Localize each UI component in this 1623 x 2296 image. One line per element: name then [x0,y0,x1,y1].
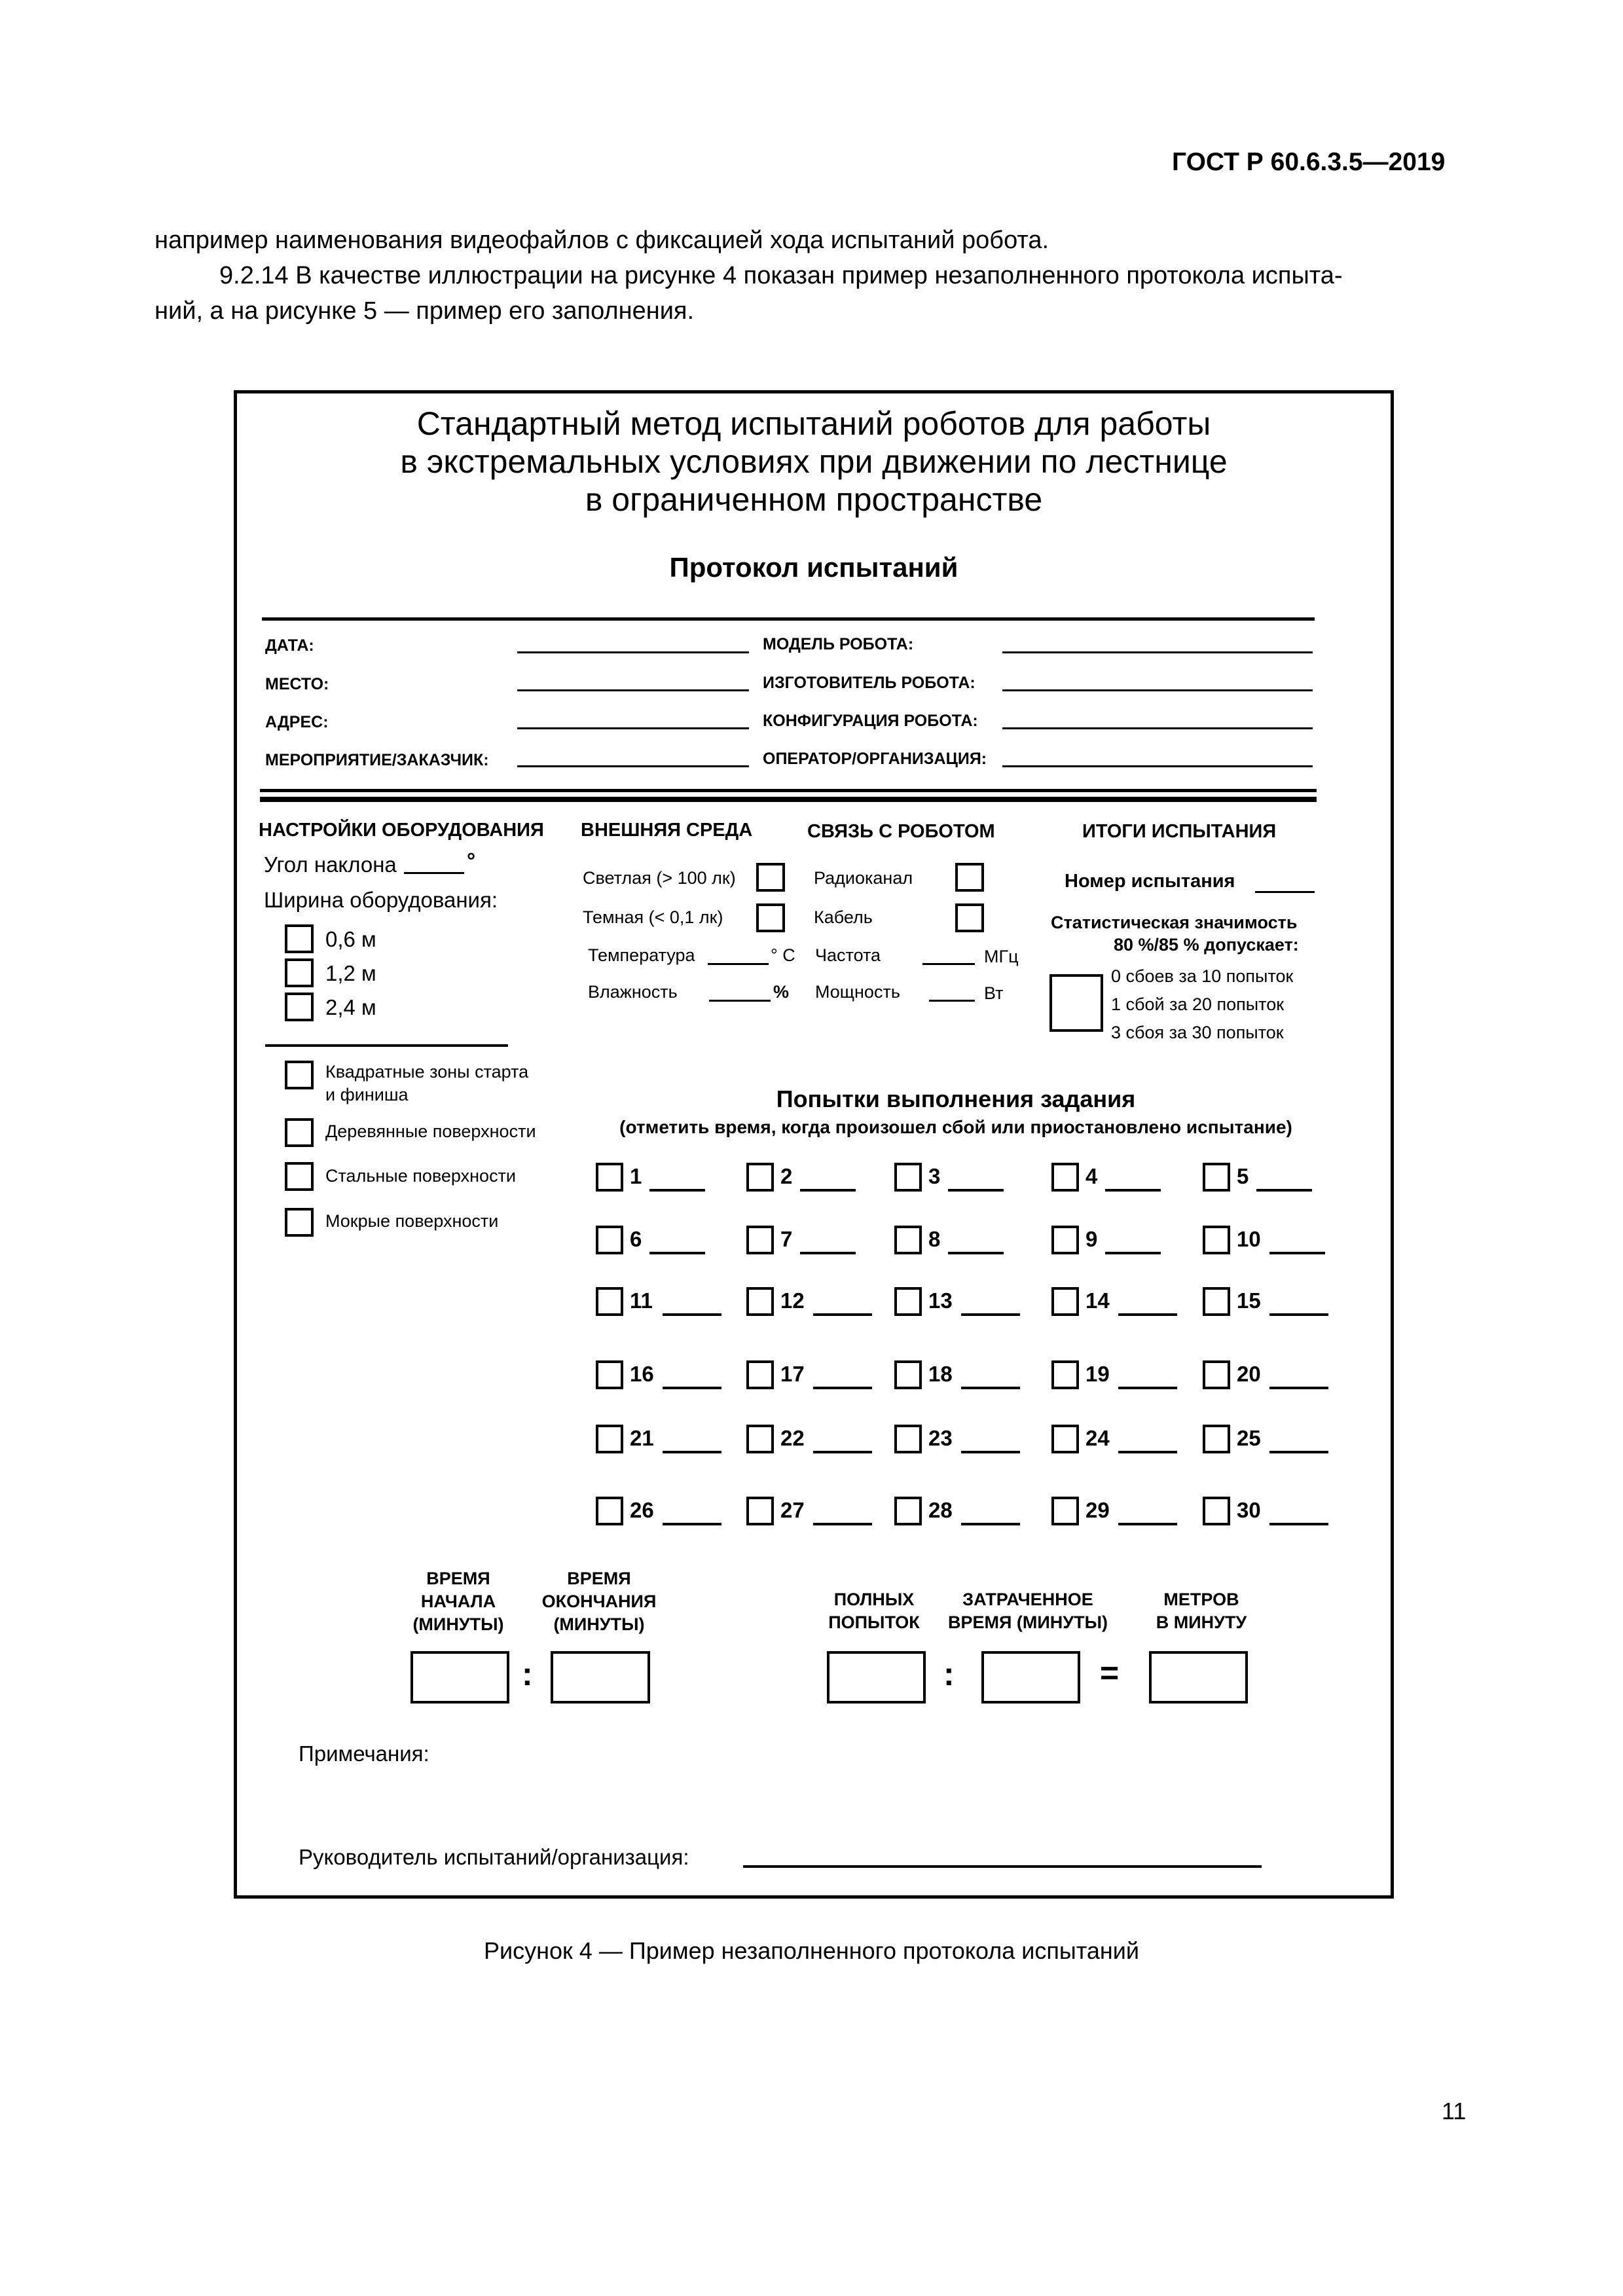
attempt-5-number: 5 [1237,1164,1249,1188]
form-title-line-1: Стандартный метод испытаний роботов для работы [416,405,1211,442]
page-number: 11 [1442,2098,1467,2124]
attempt-23 [894,1425,1024,1453]
attempt-13 [894,1287,1024,1316]
attempt-26-number: 26 [630,1498,654,1522]
attempt-2-number: 2 [780,1164,793,1188]
attempts-subtitle: (отметить время, когда произошел сбой или приостановлено испытание) [619,1117,1292,1137]
attempt-28-time-field[interactable] [961,1523,1020,1525]
attempt-25-checkbox[interactable] [1203,1425,1230,1453]
attempt-13-time-field[interactable] [961,1313,1020,1316]
attempt-24 [1051,1425,1181,1453]
attempt-16-number: 16 [630,1362,654,1386]
attempt-8-checkbox[interactable] [894,1226,922,1254]
intro-line-2: 9.2.14 В качестве иллюстрации на рисунке 4 показан пример незаполненного протокола испыта- [219,262,1343,289]
spent-time-header [936,1588,1120,1634]
significance-option-1: 0 сбоев за 10 попыток [1111,966,1294,986]
attempt-12-number: 12 [780,1288,805,1313]
width-0-6-checkbox[interactable] [285,924,314,953]
attempt-24-checkbox[interactable] [1051,1425,1079,1453]
start-time-box[interactable] [410,1651,509,1704]
wood-surface-label: Деревянные поверхности [325,1121,536,1141]
field-label-robot-maker: ИЗГОТОВИТЕЛЬ РОБОТА: [763,674,976,692]
attempt-2-checkbox[interactable] [746,1163,774,1192]
intro-line-1: например наименования видеофайлов с фиксацией хода испытаний робота. [155,227,1049,254]
attempt-25-time-field[interactable] [1269,1451,1328,1453]
power-label: Мощность [815,982,900,1002]
field-line-robot-config[interactable] [1002,727,1313,729]
attempt-1-time-field[interactable] [649,1189,705,1192]
attempt-26 [596,1497,725,1525]
attempt-12-checkbox[interactable] [746,1287,774,1316]
temperature-field[interactable] [708,963,769,965]
attempt-20-number: 20 [1237,1362,1261,1386]
attempt-29 [1051,1497,1181,1525]
attempt-23-number: 23 [928,1426,953,1450]
attempt-25-number: 25 [1237,1426,1261,1450]
attempt-3-time-field[interactable] [948,1189,1004,1192]
width-0-6-label: 0,6 м [325,927,376,951]
end-time-header-line-2: ОКОНЧАНИЯ [541,1592,657,1611]
attempt-12 [746,1287,876,1316]
start-time-header-line-3: (МИНУТЫ) [412,1614,504,1634]
cable-label: Кабель [814,907,873,927]
attempt-5-checkbox[interactable] [1203,1163,1230,1192]
attempt-8-time-field[interactable] [948,1252,1004,1254]
field-label-event: МЕРОПРИЯТИЕ/ЗАКАЗЧИК: [265,751,489,769]
humidity-unit: % [773,982,790,1002]
zones-checkbox[interactable] [285,1061,314,1089]
attempt-26-checkbox[interactable] [596,1497,623,1525]
supervisor-field[interactable] [743,1865,1262,1868]
angle-label: Угол наклона [264,852,397,877]
attempt-24-time-field[interactable] [1118,1451,1177,1453]
zones-label-line-2: и финиша [325,1085,409,1104]
full-attempts-header-line-1: ПОЛНЫХ [833,1590,915,1609]
field-line-event[interactable] [517,765,749,767]
figure-caption: Рисунок 4 — Пример незаполненного протокола испытаний [484,1937,1139,1964]
notes-label: Примечания: [299,1741,429,1766]
meters-per-minute-header [1133,1588,1270,1634]
attempt-30-time-field[interactable] [1269,1523,1328,1525]
field-label-address: АДРЕС: [265,713,329,731]
attempt-18-checkbox[interactable] [894,1360,922,1389]
attempt-17-number: 17 [780,1362,805,1386]
attempt-11-number: 11 [630,1288,653,1313]
attempt-22 [746,1425,876,1453]
attempt-9-checkbox[interactable] [1051,1226,1079,1254]
attempt-7-number: 7 [780,1227,793,1251]
standard-number: ГОСТ Р 60.6.3.5—2019 [1172,148,1446,176]
attempt-21-number: 21 [630,1426,654,1450]
field-line-operator[interactable] [1002,765,1313,767]
trial-number-field[interactable] [1255,891,1315,893]
attempt-3 [894,1163,1008,1192]
significance-option-2: 1 сбой за 20 попыток [1111,994,1285,1014]
attempt-17-time-field[interactable] [813,1387,872,1389]
attempt-22-checkbox[interactable] [746,1425,774,1453]
significance-line-2: 80 %/85 % допускает: [1114,935,1299,955]
significance-line-1: Статистическая значимость [1051,913,1298,932]
trial-number-label: Номер испытания [1065,871,1235,892]
attempt-5 [1203,1163,1316,1192]
form-subtitle: Протокол испытаний [669,552,958,583]
attempt-10-checkbox[interactable] [1203,1226,1230,1254]
width-1-2-label: 1,2 м [325,961,376,985]
zones-label-line-1: Квадратные зоны старта [325,1062,529,1082]
attempt-9 [1051,1226,1165,1254]
attempt-3-checkbox[interactable] [894,1163,922,1192]
attempt-8 [894,1226,1008,1254]
full-attempts-box[interactable] [827,1651,926,1704]
attempt-11-time-field[interactable] [663,1313,721,1316]
start-time-header-line-2: НАЧАЛА [420,1592,496,1611]
attempt-15-number: 15 [1237,1288,1261,1313]
attempt-20-checkbox[interactable] [1203,1360,1230,1389]
attempt-27-checkbox[interactable] [746,1497,774,1525]
attempt-7 [746,1226,860,1254]
attempt-1-number: 1 [630,1164,642,1188]
attempt-19-checkbox[interactable] [1051,1360,1079,1389]
field-line-place[interactable] [517,689,749,691]
attempt-29-number: 29 [1085,1498,1110,1522]
attempt-21 [596,1425,725,1453]
attempt-14-number: 14 [1085,1288,1110,1313]
attempt-16 [596,1360,725,1389]
light-label: Светлая (> 100 лк) [583,868,736,888]
field-line-robot-model[interactable] [1002,651,1313,653]
form-title-line-2: в экстремальных условиях при движении по лестнице [400,443,1228,480]
width-label: Ширина оборудования: [264,888,498,912]
attempt-27-time-field[interactable] [813,1523,872,1525]
attempt-2 [746,1163,860,1192]
attempt-16-time-field[interactable] [663,1387,721,1389]
attempt-11-checkbox[interactable] [596,1287,623,1316]
attempt-20 [1203,1360,1332,1389]
frequency-unit: МГц [984,947,1019,966]
cable-checkbox[interactable] [955,903,984,932]
attempt-20-time-field[interactable] [1269,1387,1328,1389]
spent-time-header-line-2: ВРЕМЯ (МИНУТЫ) [947,1613,1108,1632]
steel-surface-label: Стальные поверхности [325,1166,517,1186]
attempt-21-time-field[interactable] [663,1451,721,1453]
attempt-22-time-field[interactable] [813,1451,872,1453]
attempt-16-checkbox[interactable] [596,1360,623,1389]
attempt-10 [1203,1226,1329,1254]
meters-per-minute-box[interactable] [1149,1651,1248,1704]
attempt-14-checkbox[interactable] [1051,1287,1079,1316]
full-attempts-header [815,1588,933,1634]
attempt-30-checkbox[interactable] [1203,1497,1230,1525]
temperature-unit: ° С [771,945,795,965]
field-label-operator: ОПЕРАТОР/ОРГАНИЗАЦИЯ: [763,750,987,768]
attempt-2-time-field[interactable] [800,1189,856,1192]
angle-field[interactable] [404,872,464,874]
width-1-2-checkbox[interactable] [285,958,314,987]
field-label-place: МЕСТО: [265,675,329,693]
comms-header: СВЯЗЬ С РОБОТОМ [807,821,995,842]
field-line-robot-maker[interactable] [1002,689,1313,691]
attempt-22-number: 22 [780,1426,805,1450]
attempt-12-time-field[interactable] [813,1313,872,1316]
attempt-27 [746,1497,876,1525]
environment-header: ВНЕШНЯЯ СРЕДА [581,820,753,841]
meters-per-minute-header-line-2: В МИНУТУ [1156,1613,1247,1632]
attempt-29-time-field[interactable] [1118,1523,1177,1525]
field-line-address[interactable] [517,727,749,729]
attempt-9-time-field[interactable] [1105,1252,1161,1254]
field-label-robot-model: МОДЕЛЬ РОБОТА: [763,635,914,653]
double-divider-top [260,789,1317,792]
attempt-15 [1203,1287,1332,1316]
attempt-13-number: 13 [928,1288,953,1313]
attempt-8-number: 8 [928,1227,941,1251]
end-time-header-line-1: ВРЕМЯ [567,1569,631,1588]
attempt-15-time-field[interactable] [1269,1313,1328,1316]
attempt-10-time-field[interactable] [1269,1252,1325,1254]
start-time-header-line-1: ВРЕМЯ [426,1569,490,1588]
attempt-7-time-field[interactable] [800,1252,856,1254]
attempt-21-checkbox[interactable] [596,1425,623,1453]
attempt-29-checkbox[interactable] [1051,1497,1079,1525]
attempt-28-number: 28 [928,1498,953,1522]
attempt-4-checkbox[interactable] [1051,1163,1079,1192]
humidity-field[interactable] [709,1000,771,1002]
spent-time-box[interactable] [981,1651,1080,1704]
attempt-6-number: 6 [630,1227,642,1251]
significance-option-3: 3 сбоя за 30 попыток [1111,1023,1284,1042]
power-unit: Вт [984,983,1004,1003]
field-label-robot-config: КОНФИГУРАЦИЯ РОБОТА: [763,712,978,730]
steel-surface-checkbox[interactable] [285,1162,314,1191]
header-divider [262,617,1315,621]
attempt-4-time-field[interactable] [1105,1189,1161,1192]
field-label-date: ДАТА: [265,636,314,655]
double-divider-bottom [260,797,1317,802]
attempt-4 [1051,1163,1165,1192]
attempt-1 [596,1163,709,1192]
attempt-4-number: 4 [1085,1164,1098,1188]
temperature-label: Температура [588,945,695,965]
equipment-divider [265,1044,508,1047]
attempt-13-checkbox[interactable] [894,1287,922,1316]
results-header: ИТОГИ ИСПЫТАНИЯ [1082,821,1277,842]
attempt-24-number: 24 [1085,1426,1110,1450]
radio-checkbox[interactable] [955,863,984,892]
attempt-6-time-field[interactable] [649,1252,705,1254]
wet-surface-checkbox[interactable] [285,1208,314,1237]
attempt-7-checkbox[interactable] [746,1226,774,1254]
attempt-1-checkbox[interactable] [596,1163,623,1192]
radio-label: Радиоканал [814,868,913,888]
attempt-17 [746,1360,876,1389]
full-spent-colon: : [943,1656,955,1692]
end-time-box[interactable] [551,1651,650,1704]
attempt-11 [596,1287,725,1316]
end-time-header-line-3: (МИНУТЫ) [553,1614,645,1634]
attempt-25 [1203,1425,1332,1453]
attempt-18-number: 18 [928,1362,953,1386]
angle-unit: ° [467,848,476,873]
wood-surface-checkbox[interactable] [285,1118,314,1147]
light-checkbox[interactable] [756,863,785,892]
attempt-28-checkbox[interactable] [894,1497,922,1525]
power-field[interactable] [929,1000,975,1002]
attempt-6 [596,1226,709,1254]
attempt-6-checkbox[interactable] [596,1226,623,1254]
attempt-30-number: 30 [1237,1498,1261,1522]
form-title-line-3: в ограниченном пространстве [585,481,1043,518]
attempt-14-time-field[interactable] [1118,1313,1177,1316]
humidity-label: Влажность [588,982,678,1002]
meters-per-minute-header-line-1: МЕТРОВ [1163,1590,1239,1609]
attempt-18 [894,1360,1024,1389]
equipment-header: НАСТРОЙКИ ОБОРУДОВАНИЯ [259,820,544,841]
width-2-4-checkbox[interactable] [285,993,314,1021]
dark-label: Темная (< 0,1 лк) [583,907,723,927]
supervisor-label: Руководитель испытаний/организация: [299,1845,689,1869]
full-attempts-header-line-2: ПОПЫТОК [828,1613,920,1632]
intro-line-3: ний, а на рисунке 5 — пример его заполнения. [155,297,695,325]
attempt-18-time-field[interactable] [961,1387,1020,1389]
attempt-23-checkbox[interactable] [894,1425,922,1453]
attempt-28 [894,1497,1024,1525]
width-2-4-label: 2,4 м [325,995,376,1019]
attempt-23-time-field[interactable] [961,1451,1020,1453]
dark-checkbox[interactable] [756,903,785,932]
equals-sign: = [1100,1654,1120,1691]
attempt-15-checkbox[interactable] [1203,1287,1230,1316]
frequency-field[interactable] [922,963,975,965]
attempt-10-number: 10 [1237,1227,1261,1251]
attempt-9-number: 9 [1085,1227,1098,1251]
field-line-date[interactable] [517,651,749,653]
attempt-14 [1051,1287,1181,1316]
start-end-colon: : [522,1656,533,1692]
attempt-5-time-field[interactable] [1256,1189,1312,1192]
attempt-26-time-field[interactable] [663,1523,721,1525]
frequency-label: Частота [815,945,881,965]
attempt-19-number: 19 [1085,1362,1110,1386]
spent-time-header-line-1: ЗАТРАЧЕННОЕ [962,1590,1093,1609]
attempt-3-number: 3 [928,1164,941,1188]
attempt-30 [1203,1497,1332,1525]
attempt-19-time-field[interactable] [1118,1387,1177,1389]
end-time-header [524,1567,674,1636]
significance-box[interactable] [1049,974,1103,1032]
attempt-19 [1051,1360,1181,1389]
start-time-header [393,1567,524,1636]
attempt-27-number: 27 [780,1498,805,1522]
attempts-title: Попытки выполнения задания [776,1085,1136,1112]
attempt-17-checkbox[interactable] [746,1360,774,1389]
wet-surface-label: Мокрые поверхности [325,1211,499,1231]
